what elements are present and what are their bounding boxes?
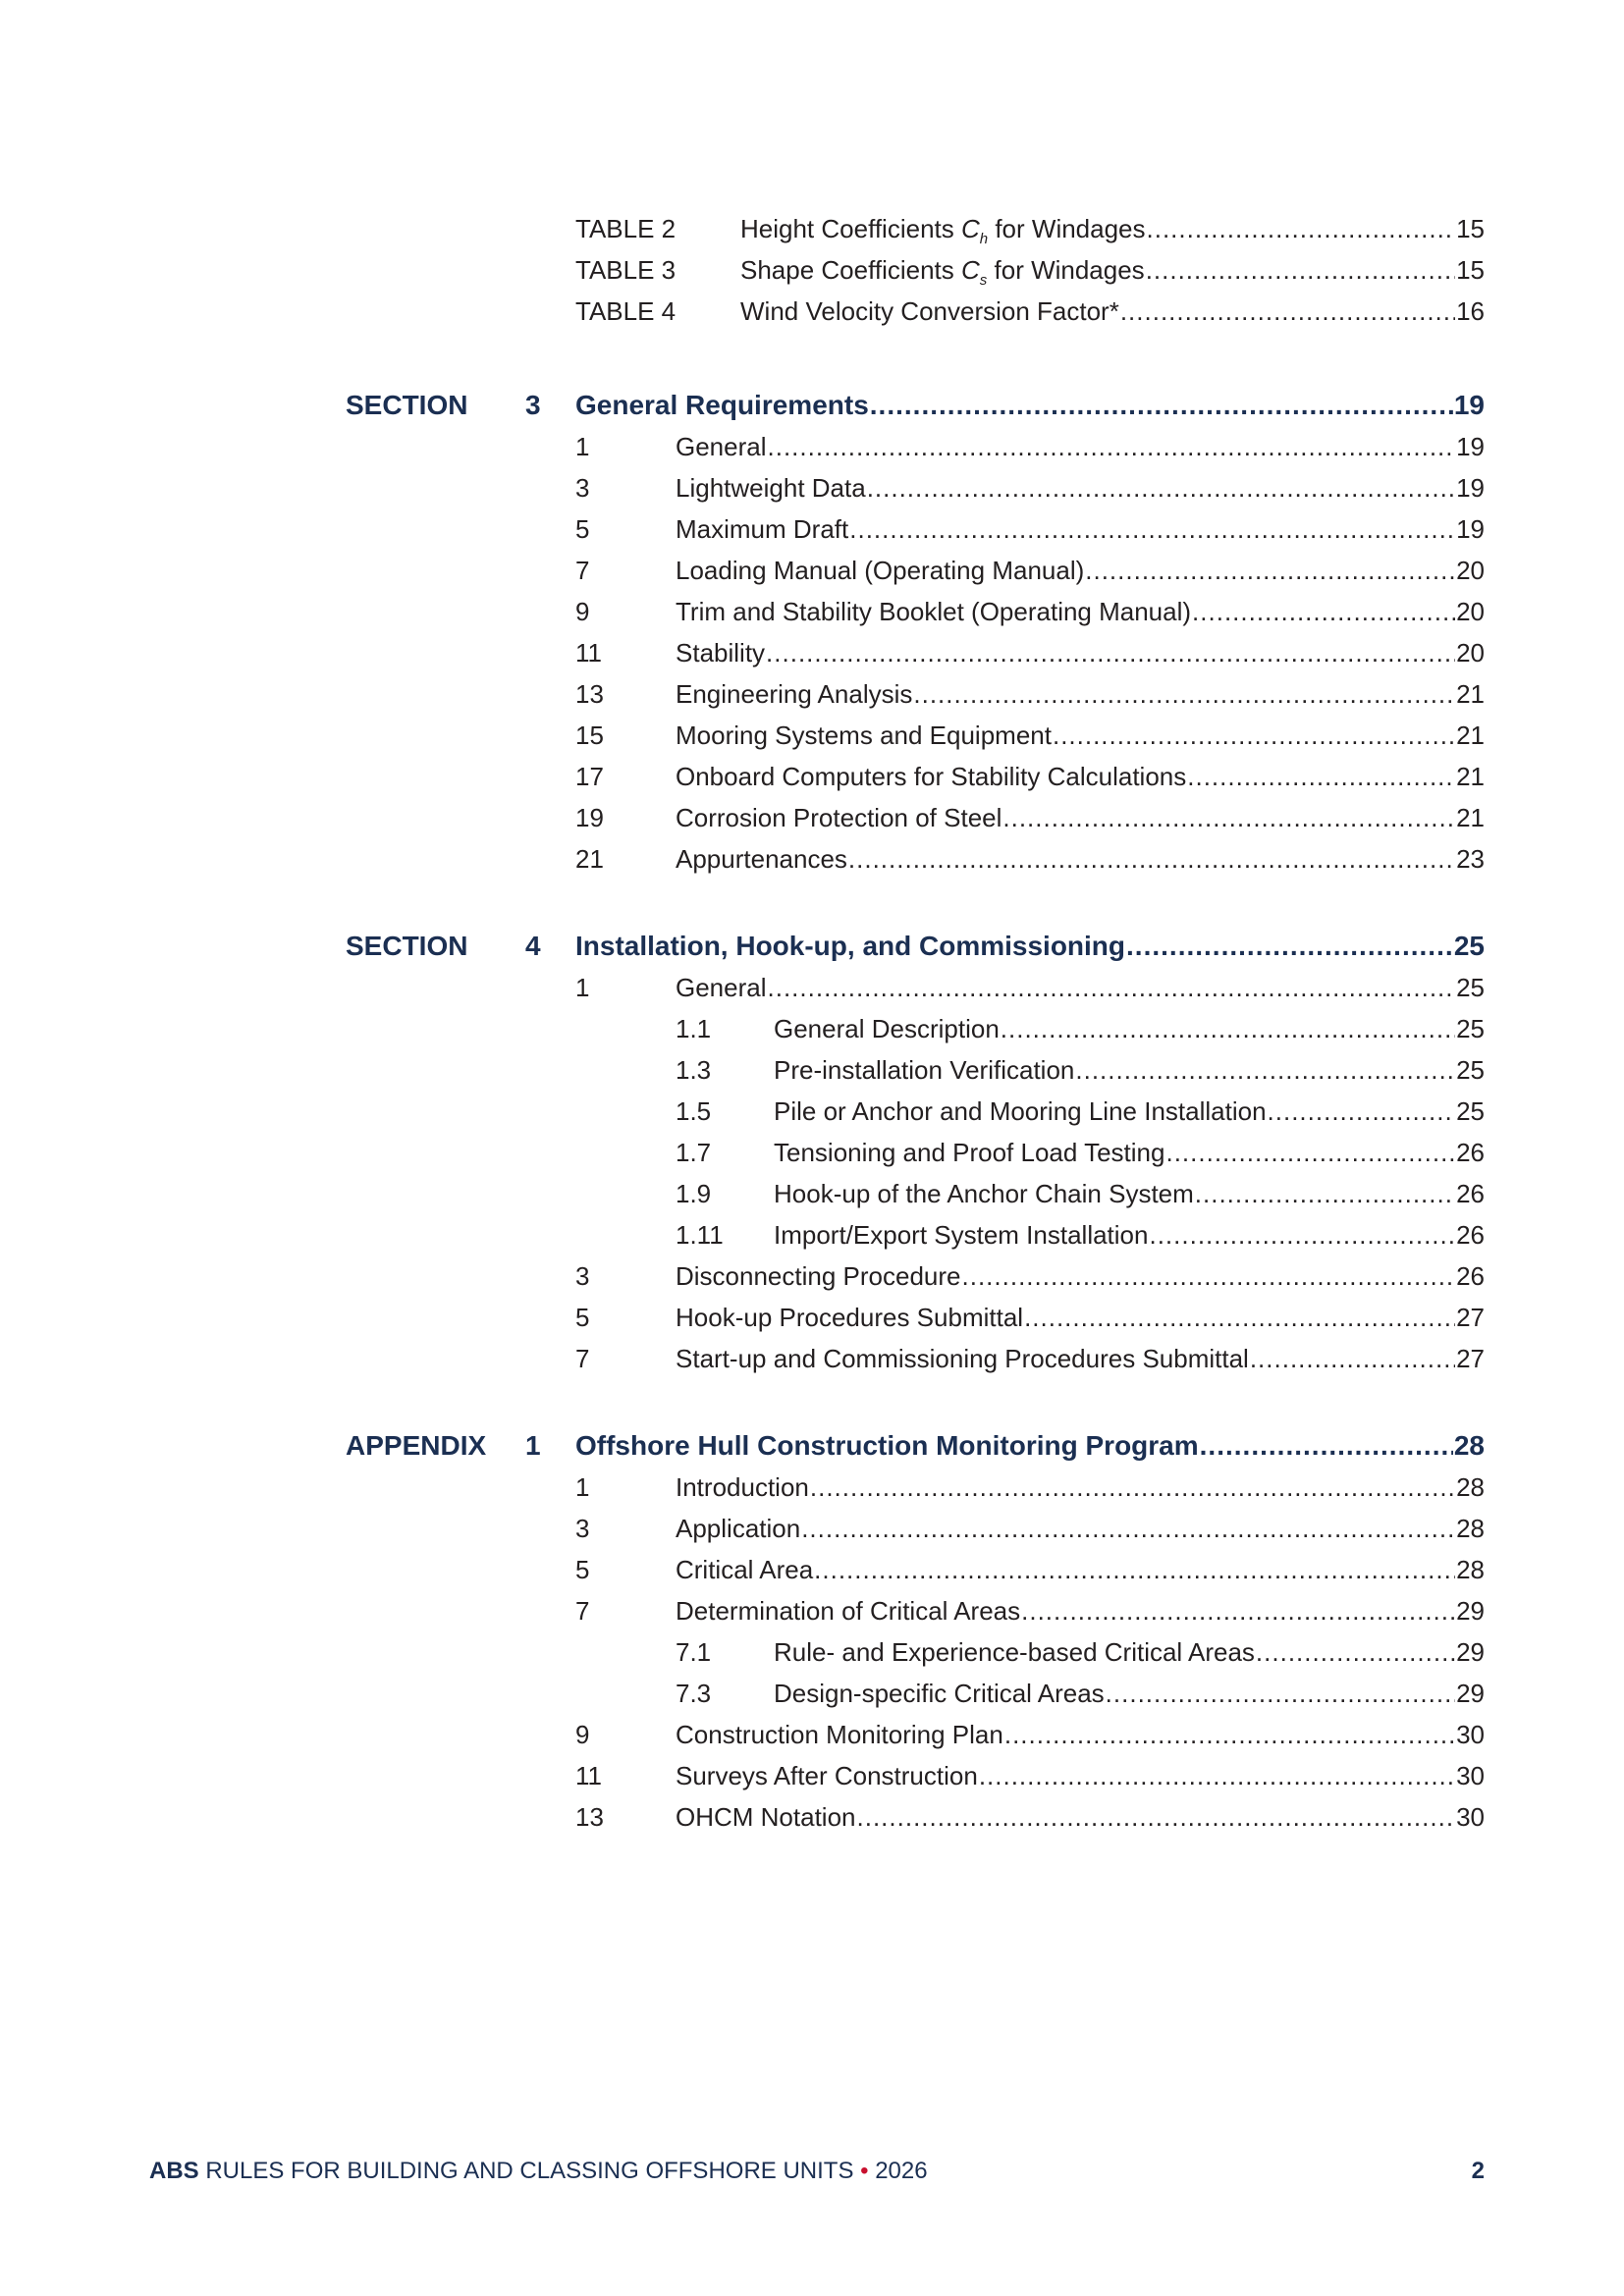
toc-entry[interactable] xyxy=(676,1512,1485,1545)
section-title: General Requirements xyxy=(575,390,869,420)
toc-entry[interactable] xyxy=(676,512,1485,546)
entry-title: Determination of Critical Areas xyxy=(676,1596,1021,1626)
toc-entry[interactable] xyxy=(676,1800,1485,1834)
entry-page: 21 xyxy=(1456,679,1485,709)
toc-entry[interactable] xyxy=(676,1759,1485,1792)
dot-leader xyxy=(1149,1218,1455,1252)
entry-number: 7 xyxy=(575,1344,590,1373)
section-page: 25 xyxy=(1453,931,1485,961)
toc-entry[interactable] xyxy=(676,1470,1485,1504)
entry-title: Pile or Anchor and Mooring Line Installation xyxy=(774,1096,1267,1126)
toc-entry[interactable] xyxy=(676,636,1485,669)
entry-title: Tensioning and Proof Load Testing xyxy=(774,1138,1165,1167)
entry-number: 21 xyxy=(575,844,604,874)
toc-table-entry[interactable] xyxy=(740,294,1485,328)
entry-page: 27 xyxy=(1456,1303,1485,1332)
entry-page: 21 xyxy=(1456,721,1485,750)
entry-page: 25 xyxy=(1456,973,1485,1002)
entry-title: Introduction xyxy=(676,1472,809,1502)
coefficient-symbol: C xyxy=(960,214,980,243)
entry-page: 20 xyxy=(1456,597,1485,626)
table-label: TABLE 3 xyxy=(575,255,677,285)
dot-leader xyxy=(1165,1136,1455,1169)
entry-number: 1.9 xyxy=(676,1179,712,1208)
dot-leader xyxy=(810,1470,1455,1504)
entry-number: 9 xyxy=(575,597,590,626)
entry-title: Hook-up of the Anchor Chain System xyxy=(774,1179,1194,1208)
dot-leader xyxy=(1075,1053,1455,1087)
entry-number: 7 xyxy=(575,1596,590,1626)
dot-leader xyxy=(1021,1594,1455,1628)
entry-title-text: Wind Velocity Conversion Factor* xyxy=(740,296,1119,326)
toc-entry[interactable] xyxy=(676,554,1485,587)
dot-leader xyxy=(1024,1301,1455,1334)
entry-title: Design-specific Critical Areas xyxy=(774,1679,1105,1708)
entry-page: 19 xyxy=(1456,514,1485,544)
entry-title: OHCM Notation xyxy=(676,1802,856,1832)
entry-number: 7.1 xyxy=(676,1637,712,1667)
entry-page: 16 xyxy=(1456,296,1485,326)
section-number: 1 xyxy=(525,1430,541,1461)
entry-title-text: Shape Coefficients xyxy=(740,255,961,285)
section-kind: SECTION xyxy=(346,390,468,420)
toc-subentry[interactable] xyxy=(774,1095,1485,1128)
entry-page: 25 xyxy=(1456,1055,1485,1085)
entry-title: Maximum Draft xyxy=(676,514,849,544)
entry-title: Corrosion Protection of Steel xyxy=(676,803,1002,832)
entry-number: 7 xyxy=(575,556,590,585)
entry-page: 20 xyxy=(1456,638,1485,667)
toc-entry[interactable] xyxy=(676,842,1485,876)
toc-section-entry[interactable] xyxy=(575,1429,1485,1463)
entry-number: 15 xyxy=(575,721,604,750)
entry-number: 1.7 xyxy=(676,1138,712,1167)
entry-title: General xyxy=(676,973,767,1002)
entry-page: 15 xyxy=(1456,214,1485,243)
entry-title: Critical Area xyxy=(676,1555,814,1584)
entry-title: Application xyxy=(676,1514,801,1543)
entry-page: 27 xyxy=(1456,1344,1485,1373)
entry-number: 1 xyxy=(575,432,590,461)
toc-subentry[interactable] xyxy=(774,1053,1485,1087)
entry-title: Lightweight Data xyxy=(676,473,866,503)
toc-table-entry[interactable] xyxy=(740,253,1485,297)
entry-title: General Description xyxy=(774,1014,1000,1043)
entry-number: 9 xyxy=(575,1720,590,1749)
entry-page: 21 xyxy=(1456,762,1485,791)
entry-title xyxy=(740,294,1119,328)
entry-title: Import/Export System Installation xyxy=(774,1220,1149,1250)
entry-page: 19 xyxy=(1456,432,1485,461)
entry-title: Hook-up Procedures Submittal xyxy=(676,1303,1024,1332)
entry-page: 29 xyxy=(1456,1596,1485,1626)
toc-subentry[interactable] xyxy=(774,1677,1485,1710)
table-label: TABLE 2 xyxy=(575,214,677,243)
dot-leader xyxy=(867,471,1455,505)
entry-page: 26 xyxy=(1456,1220,1485,1250)
dot-leader xyxy=(1085,554,1455,587)
toc-subentry[interactable] xyxy=(774,1218,1485,1252)
entry-title: Engineering Analysis xyxy=(676,679,913,709)
entry-page: 30 xyxy=(1456,1720,1485,1749)
entry-number: 1.3 xyxy=(676,1055,712,1085)
entry-page: 21 xyxy=(1456,803,1485,832)
toc-entry[interactable] xyxy=(676,1342,1485,1375)
dot-leader xyxy=(1200,1429,1453,1463)
dot-leader xyxy=(801,1512,1455,1545)
dot-leader xyxy=(1187,760,1455,793)
entry-title: Construction Monitoring Plan xyxy=(676,1720,1003,1749)
dot-leader xyxy=(913,677,1455,711)
dot-leader xyxy=(1106,1677,1455,1710)
entry-page: 29 xyxy=(1456,1637,1485,1667)
entry-page: 28 xyxy=(1456,1472,1485,1502)
dot-leader xyxy=(1126,930,1453,963)
section-kind: SECTION xyxy=(346,931,468,961)
dot-leader xyxy=(1146,253,1455,287)
entry-number: 1.5 xyxy=(676,1096,712,1126)
entry-title: Onboard Computers for Stability Calculations xyxy=(676,762,1187,791)
dot-leader xyxy=(1001,1012,1455,1045)
entry-number: 1 xyxy=(575,1472,590,1502)
dot-leader xyxy=(1195,1177,1455,1210)
toc-entry[interactable] xyxy=(676,760,1485,793)
dot-leader xyxy=(857,1800,1456,1834)
toc-subentry[interactable] xyxy=(774,1635,1485,1669)
entry-page: 26 xyxy=(1456,1261,1485,1291)
dot-leader xyxy=(870,389,1453,422)
entry-title-suffix: for Windages xyxy=(988,214,1146,243)
toc-entry[interactable] xyxy=(676,1594,1485,1628)
toc-section-entry[interactable] xyxy=(575,930,1485,963)
entry-title: Loading Manual (Operating Manual) xyxy=(676,556,1085,585)
toc-subentry[interactable] xyxy=(774,1177,1485,1210)
dot-leader xyxy=(962,1259,1456,1293)
entry-number: 3 xyxy=(575,1514,590,1543)
entry-page: 30 xyxy=(1456,1761,1485,1790)
entry-title: Pre-installation Verification xyxy=(774,1055,1075,1085)
entry-title: Start-up and Commissioning Procedures Submittal xyxy=(676,1344,1249,1373)
toc-entry[interactable] xyxy=(676,801,1485,834)
entry-number: 11 xyxy=(575,638,602,667)
entry-title: Trim and Stability Booklet (Operating Manual) xyxy=(676,597,1192,626)
entry-page: 26 xyxy=(1456,1179,1485,1208)
entry-page: 29 xyxy=(1456,1679,1485,1708)
entry-number: 1.1 xyxy=(676,1014,712,1043)
section-title: Installation, Hook-up, and Commissioning xyxy=(575,931,1126,961)
section-kind: APPENDIX xyxy=(346,1430,487,1461)
dot-leader xyxy=(1002,801,1455,834)
entry-number: 13 xyxy=(575,1802,604,1832)
entry-number: 7.3 xyxy=(676,1679,712,1708)
footer-bullet: • xyxy=(860,2158,869,2184)
entry-title: Surveys After Construction xyxy=(676,1761,978,1790)
entry-number: 5 xyxy=(575,1303,590,1332)
entry-title: Appurtenances xyxy=(676,844,847,874)
entry-page: 28 xyxy=(1456,1555,1485,1584)
table-label: TABLE 4 xyxy=(575,296,677,326)
dot-leader xyxy=(1053,719,1455,752)
entry-number: 3 xyxy=(575,473,590,503)
dot-leader xyxy=(768,971,1456,1004)
entry-page: 20 xyxy=(1456,556,1485,585)
dot-leader xyxy=(1256,1635,1455,1669)
entry-title xyxy=(740,253,1145,297)
toc-entry[interactable] xyxy=(676,971,1485,1004)
entry-number: 1 xyxy=(575,973,590,1002)
page-footer xyxy=(149,2158,1485,2185)
entry-number: 17 xyxy=(575,762,604,791)
entry-number: 11 xyxy=(575,1761,602,1790)
toc-table-entry[interactable] xyxy=(740,212,1485,256)
entry-title: General xyxy=(676,432,767,461)
coefficient-subscript: s xyxy=(979,272,988,290)
entry-page: 26 xyxy=(1456,1138,1485,1167)
footer-doc-title: RULES FOR BUILDING AND CLASSING OFFSHORE UNITS xyxy=(198,2158,861,2184)
toc-entry[interactable] xyxy=(676,1718,1485,1751)
section-number: 4 xyxy=(525,931,541,961)
dot-leader xyxy=(1250,1342,1455,1375)
entry-title: Rule- and Experience-based Critical Areas xyxy=(774,1637,1255,1667)
entry-page: 30 xyxy=(1456,1802,1485,1832)
section-page: 19 xyxy=(1453,390,1485,420)
coefficient-subscript: h xyxy=(979,231,989,248)
toc-entry[interactable] xyxy=(676,1259,1485,1293)
toc-subentry[interactable] xyxy=(774,1136,1485,1169)
entry-page: 28 xyxy=(1456,1514,1485,1543)
dot-leader xyxy=(1268,1095,1456,1128)
toc-entry[interactable] xyxy=(676,677,1485,711)
entry-number: 19 xyxy=(575,803,604,832)
toc-entry[interactable] xyxy=(676,719,1485,752)
footer-title xyxy=(149,2158,928,2185)
footer-year: 2026 xyxy=(868,2158,928,2184)
entry-title-suffix: for Windages xyxy=(987,255,1145,285)
entry-page: 25 xyxy=(1456,1014,1485,1043)
dot-leader xyxy=(849,512,1455,546)
entry-title: Disconnecting Procedure xyxy=(676,1261,961,1291)
toc-entry[interactable] xyxy=(676,1553,1485,1586)
toc-entry[interactable] xyxy=(676,471,1485,505)
dot-leader xyxy=(1147,212,1456,245)
section-number: 3 xyxy=(525,390,541,420)
entry-number: 3 xyxy=(575,1261,590,1291)
abs-brand: ABS xyxy=(149,2158,199,2184)
dot-leader xyxy=(766,636,1455,669)
section-title: Offshore Hull Construction Monitoring Program xyxy=(575,1430,1199,1461)
dot-leader xyxy=(768,430,1456,463)
entry-page: 19 xyxy=(1456,473,1485,503)
entry-title-text: Height Coefficients xyxy=(740,214,961,243)
dot-leader xyxy=(1004,1718,1455,1751)
toc-subentry[interactable] xyxy=(774,1012,1485,1045)
dot-leader xyxy=(1192,595,1455,628)
dot-leader xyxy=(848,842,1455,876)
entry-page: 15 xyxy=(1456,255,1485,285)
toc-entry[interactable] xyxy=(676,430,1485,463)
entry-title: Stability xyxy=(676,638,766,667)
dot-leader xyxy=(1120,294,1455,328)
entry-number: 5 xyxy=(575,1555,590,1584)
entry-number: 5 xyxy=(575,514,590,544)
coefficient-symbol: C xyxy=(961,255,980,285)
page-number: 2 xyxy=(1471,2158,1485,2184)
entry-number: 13 xyxy=(575,679,604,709)
section-page: 28 xyxy=(1453,1430,1485,1461)
toc-section-entry[interactable] xyxy=(575,389,1485,422)
entry-page: 25 xyxy=(1456,1096,1485,1126)
dot-leader xyxy=(814,1553,1455,1586)
dot-leader xyxy=(979,1759,1455,1792)
entry-number: 1.11 xyxy=(676,1220,724,1250)
toc-entry[interactable] xyxy=(676,1301,1485,1334)
entry-title: Mooring Systems and Equipment xyxy=(676,721,1052,750)
entry-page: 23 xyxy=(1456,844,1485,874)
entry-title xyxy=(740,212,1146,256)
toc-entry[interactable] xyxy=(676,595,1485,628)
